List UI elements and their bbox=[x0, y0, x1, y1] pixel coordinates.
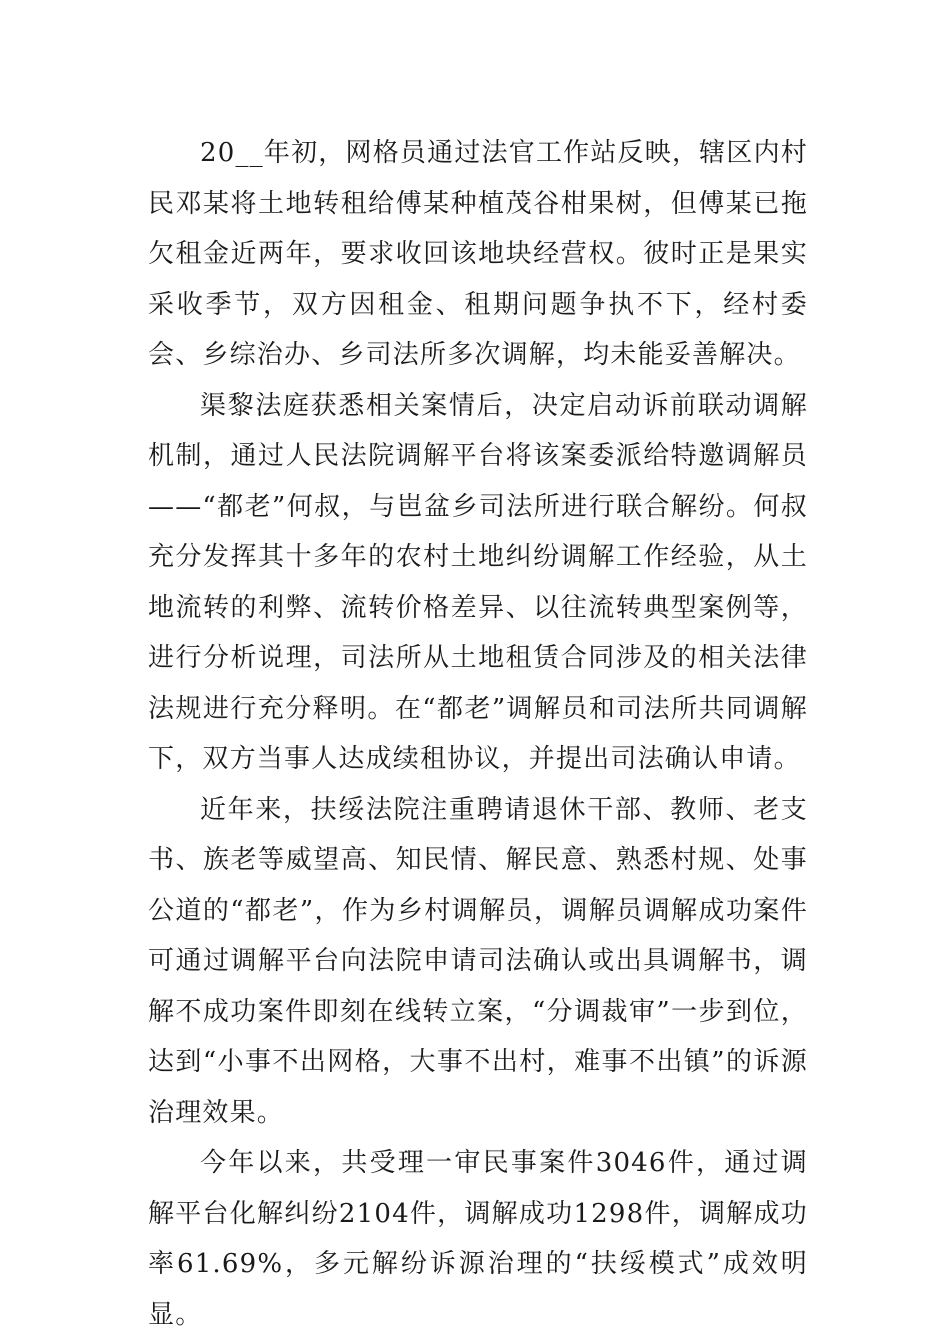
paragraph-3: 近年来，扶绥法院注重聘请退休干部、教师、老支书、族老等威望高、知民情、解民意、熟悉村规、处事公道的“都老”，作为乡村调解员，调解员调解成功案件可通过调解平台向法院申请司法确认或出具调解书，调解不成功案件即刻在线转立案，“分调裁审”一步到位，达到“小事不出网格，大事不出村，难事不出镇”的诉源治理效果。 bbox=[148, 794, 808, 1128]
paragraph-2: 渠黎法庭获悉相关案情后，决定启动诉前联动调解机制，通过人民法院调解平台将该案委派给特邀调解员——“都老”何叔，与岜盆乡司法所进行联合解纷。何叔充分发挥其十多年的农村土地纠纷调解工作经验，从土地流转的利弊、流转价格差异、以往流转典型案例等，进行分析说理，司法所从土地租赁合同涉及的相关法律法规进行充分释明。在“都老”调解员和司法所共同调解下，双方当事人达成续租协议，并提出司法确认申请。 bbox=[148, 390, 808, 774]
paragraph-4: 今年以来，共受理一审民事案件3046件，通过调解平台化解纠纷2104件，调解成功1298件，调解成功率61.69%，多元解纷诉源治理的“扶绥模式”成效明显。 bbox=[148, 1148, 808, 1330]
document-body bbox=[148, 128, 808, 1340]
paragraph-1: 20__年初，网格员通过法官工作站反映，辖区内村民邓某将土地转租给傅某种植茂谷柑果树，但傅某已拖欠租金近两年，要求收回该地块经营权。彼时正是果实采收季节，双方因租金、租期问题争执不下，经村委会、乡综治办、乡司法所多次调解，均未能妥善解决。 bbox=[148, 138, 808, 370]
